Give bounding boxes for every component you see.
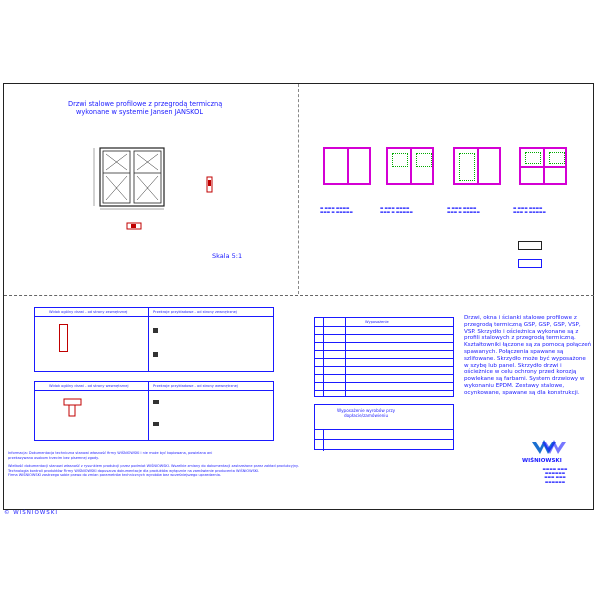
wisniowski-logo-icon <box>528 438 568 460</box>
variant-caption-3: ▬ ▬▬▬ ▬▬▬▬ ▬▬▬ ▬ ▬▬▬▬▬ <box>447 206 480 215</box>
door-variant-3 <box>453 147 501 185</box>
vertical-divider-top <box>298 84 299 294</box>
scale-label: Skala 5:1 <box>212 252 243 260</box>
legend-box-1 <box>518 241 542 250</box>
footer-line3: Technologia kontroli produktów Firmy WIŚNIOWSKI dopuszcza dokumentacje dla produktów wyłącznie na zamówienie producenta WIŚNIOWSKI. <box>8 468 260 473</box>
door-elevation-drawing <box>92 143 172 213</box>
section-detail-bottom <box>126 221 142 231</box>
interior-table-header-b: Przekroje przykładowe - od strony wewnętrznej <box>153 384 238 388</box>
footer-line4: Firma WIŚNIOWSKI zastrzega sobie prawo do zmian parametrów technicznych wyrobów bez wcześniejszego uprzedzenia. <box>8 473 221 477</box>
address-block: ▬▬▬▬ ▬▬▬ ▬▬▬▬▬▬ ▬▬▬ ▬▬▬ ▬▬▬▬▬▬ <box>542 467 568 484</box>
door-variant-2 <box>386 147 434 185</box>
variant-caption-2: ▬ ▬▬▬ ▬▬▬▬ ▬▬▬ ▬ ▬▬▬▬▬ <box>380 206 413 215</box>
variant-caption-1: ▬ ▬▬▬ ▬▬▬▬ ▬▬▬ ▬ ▬▬▬▬▬ <box>320 206 353 215</box>
interior-table-header-a: Widok ogólny drzwi - od strony wewnętrznej <box>49 384 129 388</box>
section-detail-small <box>205 176 215 194</box>
logo-name: WIŚNIOWSKI <box>522 458 562 464</box>
footer-line2: Wielkość dokumentacji stanowi własność z rysunkiem produkcji przez podmiot WIŚNIOWSKI. Wszelkie zmiany do dokumentacji zastrzeżone przez zakład produkcyjny. <box>8 464 299 468</box>
drawing-title-line1: Drzwi stalowe profilowe z przegrodą termiczną <box>68 100 223 108</box>
door-variant-1 <box>323 147 371 185</box>
interior-sections-table <box>34 381 274 441</box>
exterior-table-header-a: Widok ogólny drzwi - od strony zewnętrznej <box>49 310 128 314</box>
copyright-label: © WIŚNIOWSKI <box>4 510 59 516</box>
product-description-note: Drzwi, okna i ścianki stalowe profilowe z przegrodą termiczną GSP, GSP, GSP, VSP, VSP. Skrzydło i ościeżnica wykonane są z profili stalowych z przegrodą termiczną. Kształtowniki łączone są za pomocą połączeń spawanych. Połączenia spawane są szlifowane. Skrzydło może być wyposażone w szybę lub panel. Skrzydło drzwi i ościeżnice w celu ochrony przed korozją powlekane są farbami. System drzwiowy w wykonaniu EPDM. Zestawy stalowe, ocynkowane, spawane są dla konstrukcji. <box>464 315 592 396</box>
variant-caption-4: ▬ ▬▬▬ ▬▬▬▬ ▬▬▬ ▬ ▬▬▬▬▬ <box>513 206 546 215</box>
specification-table <box>314 317 454 397</box>
options-header-line2: dopłacie/zamówieniu <box>344 413 389 418</box>
footer-disclaimer <box>8 451 478 478</box>
drawing-title-line2: wykonane w systemie Jansen JANSKOL <box>76 108 203 116</box>
exterior-sections-table <box>34 307 274 372</box>
options-table <box>314 404 454 450</box>
spec-table-header: Wyposażenie <box>365 320 389 324</box>
door-variant-4 <box>519 147 567 185</box>
drawing-title <box>68 100 268 116</box>
legend-box-2 <box>518 259 542 268</box>
horizontal-divider <box>4 295 594 296</box>
exterior-table-header-b: Przekroje przykładowe - od strony zewnętrznej <box>153 310 237 314</box>
footer-line1: Informacja: Dokumentacja techniczna stanowi własność firmy WIŚNIOWSKI i nie może być kopiowana, powielana ani przekazywana osobom trzecim bez pisemnej zgody. <box>8 451 213 460</box>
options-header-line1: Wyposażenie wyrobów przy <box>337 408 396 413</box>
